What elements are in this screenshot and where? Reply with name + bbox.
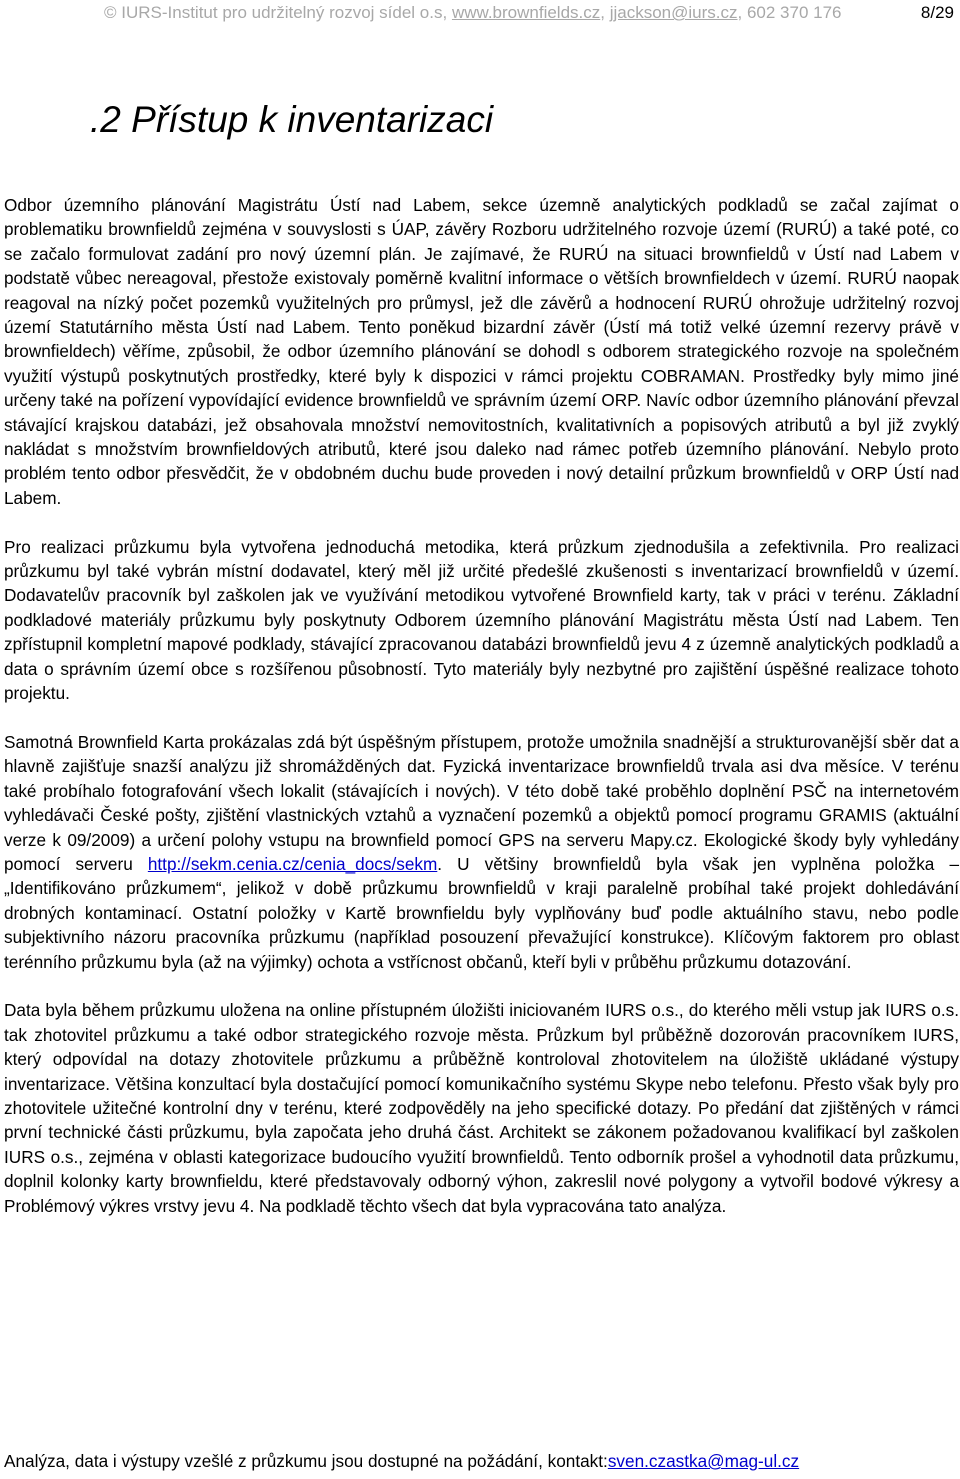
header-contact-line [104,1,842,25]
paragraph: Pro realizaci průzkumu byla vytvořena jednoduchá metodika, která průzkum zjednodušila a zefektivnila. Pro realizaci průzkumu byl také vybrán místní dodavatel, který měl již určité předešlé zkušenosti s inventarizací brownfieldů v území. Dodavatelův pracovník byl zaškolen jak ve využívání metodikou vytvořené Brownfield karty, tak v práci v terénu. Základní podkladové materiály průzkumu byly poskytnuty Odborem územního plánování Magistrátu města Ústí nad Labem. Ten zpřístupnil kompletní mapové podklady, stávající zpracovanou databázi brownfieldů jevu 4 z územně analytických podkladů a data o správním území obce s rozšířenou působností. Tyto materiály byly nezbytné pro zajištění úspěšné realizace tohoto projektu. [4,536,959,704]
header-org: © IURS-Institut pro udržitelný rozvoj sídel o.s, [104,3,452,22]
header-phone: , 602 370 176 [737,3,842,22]
contact-footer [4,1449,959,1473]
sekm-link[interactable]: http://sekm.cenia.cz/cenia_docs/sekm [147,853,438,874]
footer-text: Analýza, data i výstupy vzešlé z průzkumu jsou dostupné na požádání, kontakt: [4,1451,608,1471]
header-website-link[interactable]: www.brownfields.cz [451,3,601,22]
header-separator: , [600,3,610,22]
paragraph [4,730,959,974]
paragraph: Data byla během průzkumu uložena na online přístupném úložišti iniciovaném IURS o.s., do kterého měli vstup jak IURS o.s. tak zhotovitel průzkumu a také odbor strategického rozvoje města. Průzkum byl průběžně dozorován pracovníkem IURS, který odpovídal na dotazy zhotovitele průzkumu a průběžně kontroloval zhotovitelem na úložiště ukládané výstupy inventarizace. Většina konzultací byla dostačující pomocí komunikačního systému Skype nebo telefonu. Přesto však byly pro zhotovitele užitečné kontrolní dny v terénu, které zodpověděly na jeho specifické dotazy. Po předání dat zjištěných v rámci první technické části průzkumu, byla započata jeho druhá část. Architekt se zákonem požadovanou kvalifikací byl zaškolen IURS o.s., zejména v oblasti kategorizace budoucího využití brownfieldů. Tento odborník prošel a vyhodnotil data průzkumu, doplnil kolonky karty brownfieldu, které představovaly odborný výhon, zakreslil nové polygony a vytvořil bodové výkresy a Problémový výkres vrstvy jevu 4. Na podkladě těchto všech dat byla vypracována tato analýza. [4,1000,959,1216]
contact-email-link[interactable]: sven.czastka@mag-ul.cz [607,1451,800,1471]
page-header [0,0,960,28]
paragraph-text: . U většiny brownfieldů byla však jen vyplněna položka – „Identifikováno průzkumem“, jelikož v době průzkumu brownfieldů v kraji paralelně probíhal také projekt dohledávání drobných kontaminací. Ostatní položky v Kartě brownfieldu byly vyplňovány buď podle aktuálního stavu, nebo podle subjektivního názoru pracovníka průzkumu (například posouzení převažující konstrukce). Klíčovým faktorem pro oblast terénního průzkumu byla (až na výjimky) ochota a vstřícnost občanů, kteří byli v průběhu průzkumu dotazování. [4,853,959,972]
page-number: 8/29 [920,3,954,22]
paragraph: Odbor územního plánování Magistrátu Ústí nad Labem, sekce územně analytických podkladů se začal zajímat o problematiku brownfieldů zejména v souvyslosti s ÚAP, závěry Rozboru udržitelného rozvoje území (RURÚ) a také poté, co se začalo formulovat zadání pro nový územní plán. Je zajímavé, že RURÚ na situaci brownfieldů v Ústí nad Labem v podstatě vůbec nereagoval, přestože existovaly poměrně kvalitní informace o větších brownfieldech v území. RURÚ naopak reagoval na nízký počet pozemků využitelných pro průmysl, jež dle závěrů a hodnocení RURÚ ohrožuje udržitelný rozvoj území Statutárního města Ústí nad Labem. Tento poněkud bizardní závěr (Ústí má totiž velké územní rezervy právě v brownfieldech) věříme, způsobil, že odbor územního plánování se dohodl s odborem strategického rozvoje na společném využití výstupů poskytnutých prostředky, které byly k dispozici v rámci projektu COBRAMAN. Prostředky byly mimo jiné určeny také na pořízení vypovídající evidence brownfieldů ve správním území ORP. Navíc odbor územního plánování převzal stávající krajskou databázi, jež obsahovala množství nemovitostních, kvalitativních a popisových atributů a byl již zvyklý nakládat s množstvím brownfieldových atributů, které jsou daleko nad rámec potřeb územního plánování. Nebylo proto problém tento odbor přesvědčit, že v obdobném duchu bude proveden i nový detailní průzkum brownfieldů v ORP Ústí nad Labem. [4,195,959,508]
header-email-link[interactable]: jjackson@iurs.cz [609,3,738,22]
section-heading: .2 Přístup k inventarizaci [90,99,494,140]
paragraph-text: Samotná Brownfield Karta prokázalas zdá být úspěšným přístupem, protože umožnila snadnější a strukturovanější sběr dat a hlavně zajišťuje snazší analýzu již shromážděných dat. Fyzická inventarizace brownfieldů trvala asi dva měsíce. V terénu také probíhalo fotografování všech lokalit (stávajících i nových). V této době také proběhlo doplnění PSČ na internetovém vyhledávači České pošty, zjištění vlastnických vztahů a vyznačení pozemků a objektů pomocí programu GRAMIS (aktuální verze k 09/2009) a určení polohy vstupu na brownfield pomocí GPS na serveru Mapy.cz. Ekologické škody byly vyhledány pomocí serveru [4,731,959,874]
document-body [4,193,959,1242]
